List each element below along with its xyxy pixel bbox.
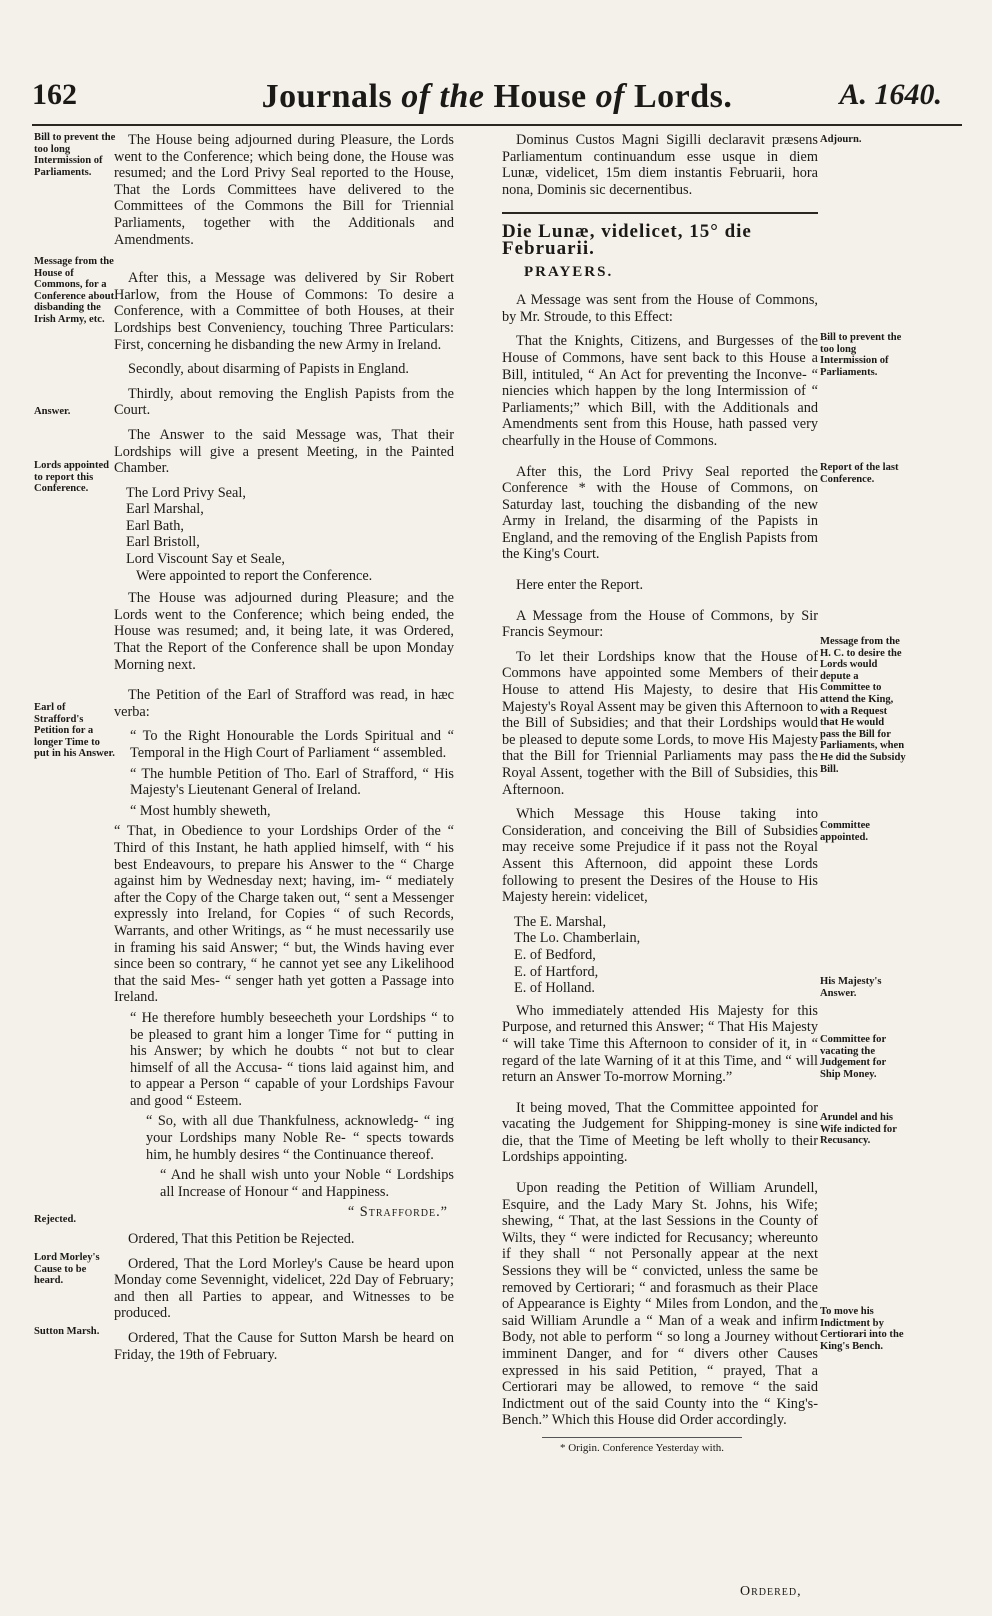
margin-note: Earl of Strafford's Petition for a longer Time to put in his Answer.: [34, 702, 115, 760]
paragraph: Thirdly, about removing the English Papists from the Court.: [114, 385, 454, 419]
lords-list: [114, 485, 454, 585]
margin-note: Committee appointed.: [820, 820, 870, 843]
margin-note: To move his Indictment by Certiorari into the King's Bench.: [820, 1306, 904, 1352]
paragraph: The Petition of the Earl of Strafford was read, in hæc verba:: [114, 687, 454, 720]
paragraph: To let their Lordships know that the House of Commons have appointed some Members of their House to attend His Majesty, to desire that His Majesty's Royal Assent may be given this Afternoon to the Bill of Subsidies; and that their Lordships would be pleased to depute some Lords, to move His Majesty that the Bill for Triennial Parliaments may pass the Royal Assent, together with the Bill of Subsidies, this Afternoon.: [502, 648, 818, 798]
paragraph: Which Message this House taking into Consideration, and conceiving the Bill of Subsidies may receive some Prejudice if it pass not the Royal Assent this Afternoon, did appoint these Lords following to present the Desires of the House to His Majesty herein: videlicet,: [502, 806, 818, 906]
lords-list: [502, 914, 818, 997]
right-column: [502, 132, 818, 1457]
page-header: [22, 72, 972, 132]
list-item: Earl Marshal,: [126, 501, 204, 518]
margin-note: Bill to prevent the too long Intermission of Parliaments.: [34, 132, 116, 178]
margin-note: Lords appointed to report this Conference.: [34, 460, 110, 495]
list-item: The E. Marshal,: [514, 913, 607, 930]
header-rule: [32, 124, 962, 126]
margin-note: Rejected.: [34, 1214, 77, 1225]
petition-title: “ The humble Petition of Tho. Earl of Strafford, “ His Majesty's Lieutenant General of Ireland.: [130, 765, 454, 799]
paragraph: Upon reading the Petition of William Arundell, Esquire, and the Lady Mary St. Johns, his Wife; shewing, “ That, at the last Sessions in the County of Wilts, they “ were indicted for Recusancy; whereunto if they shall “ not Personally appear at the next Sessions they will be “ convicted, unless the same be removed by Certiorari; “ and forasmuch as their Place of Appearance is Eighty “ Miles from London, and the said William Arundle a “ Man of a weak and infirm Body, not able to perform “ so long a Journey without imminent Danger, and for “ divers other Causes expressed in his said Petition, “ prayed, That a Certiorari may be allowed, to remove “ the said Indictment out of the said County into the “ King's-Bench.” Which this House did Order accordingly.: [502, 1180, 818, 1429]
footnote: * Origin. Conference Yesterday with.: [542, 1437, 742, 1457]
margin-note: Message from the H. C. to desire the Lords would depute a Committee to attend the King, with a Request that He would pass the Bill for Parliaments, when He did the Subsidy Bill.: [820, 636, 906, 775]
paragraph: Here enter the Report.: [516, 577, 644, 594]
list-item: Earl Bristoll,: [126, 534, 200, 551]
margin-note: Adjourn.: [820, 134, 862, 145]
day-heading: Die Lunæ, videlicet, 15° die Februarii.: [502, 221, 752, 259]
list-item: The Lord Privy Seal,: [126, 484, 246, 501]
petition-address: “ To the Right Honourable the Lords Spiritual and “ Temporal in the High Court of Parliament “ assembled.: [130, 728, 454, 761]
list-item: E. of Bedford,: [514, 946, 596, 963]
list-item: The Lo. Chamberlain,: [514, 930, 641, 947]
list-item: E. of Hartford,: [514, 963, 599, 980]
paragraph: The Answer to the said Message was, That their Lordships will give a present Meeting, in the Painted Chamber.: [114, 426, 454, 477]
running-title: Journals of the House of Lords.: [261, 78, 733, 115]
margin-note: His Majesty's Answer.: [820, 976, 882, 999]
left-column: [114, 132, 454, 1371]
petition-prayer: “ He therefore humbly beseecheth your Lordships “ to be pleased to grant him a longer Time for “ putting in his Answer; by which he doubts “ not but to clear himself of all the Accusa- “ tions laid against him, and to appear a Person “ capable of your Lordships Favour and good “ Esteem.: [130, 1009, 454, 1109]
paragraph: Secondly, about disarming of Papists in England.: [128, 361, 410, 378]
margin-note: Committee for vacating the Judgement for Ship Money.: [820, 1034, 887, 1080]
list-item: E. of Holland.: [514, 980, 595, 997]
paragraph: Ordered, That the Cause for Sutton Marsh be heard on Friday, the 19th of February.: [114, 1330, 454, 1363]
margin-note: Lord Morley's Cause to be heard.: [34, 1252, 100, 1287]
paragraph: The House being adjourned during Pleasure, the Lords went to the Conference; which being done, the House was resumed; and the Lord Privy Seal reported to the House, That the Lords Committees have delivered to the Committees of the Commons the Bill for Triennial Parliaments, together with the Additionals and Amendments.: [114, 132, 454, 248]
paragraph: Ordered, That the Lord Morley's Cause be heard upon Monday come Sevennight, videlicet, 22d Day of February; and then all Parties to appear, and Witnesses to be produced.: [114, 1255, 454, 1322]
section-rule: [502, 212, 818, 214]
paragraph: A Message from the House of Commons, by Sir Francis Seymour:: [502, 607, 818, 641]
margin-note: Message from the House of Commons, for a Conference about disbanding the Irish Army, etc.: [34, 256, 115, 325]
petition-body: “ That, in Obedience to your Lordships Order of the “ Third of this Instant, he hath applied himself, with “ his best Endeavours, to prepare his Answer to the “ Charge against him by Wednesday next; having, im- “ mediately after the Copy of the Charge taken out, “ sent a Messenger expressly into Ireland, for Copies “ of such Records, Warrants, and other Writings, as “ he must necessarily use in framing his said Answer; “ but, the Winds having ever since been so contrary, “ he cannot yet see any Likelihood that the said Mes- “ senger hath yet gotten a Passage into Ireland.: [114, 823, 454, 1006]
margin-note: Arundel and his Wife indicted for Recusancy.: [820, 1112, 897, 1147]
paragraph: That the Knights, Citizens, and Burgesses of the House of Commons, have sent back to this House a Bill, intituled, “ An Act for preventing the Inconve- “ niencies which happen by the long Intermission of “ Parliaments;” which Bill, with the Additionals and Amendments sent from this House, hath passed very chearfully in the House of Commons.: [502, 333, 818, 449]
catchword: Ordered,: [740, 1584, 802, 1599]
petition-closing: “ And he shall wish unto your Noble “ Lordships all Increase of Honour “ and Happiness.: [160, 1167, 454, 1200]
petition-thanks: “ So, with all due Thankfulness, acknowledg- “ ing your Lordships many Noble Re- “ spects towards him, he humbly desires “ the Continuance thereof.: [146, 1113, 454, 1163]
page-number: 162: [32, 78, 77, 111]
paragraph: After this, the Lord Privy Seal reported the Conference * with the House of Commons, on Saturday last, touching the disbanding of the new Army in Ireland, the disarming of the Papists in England, and the removing of the English Papists from the King's Court.: [502, 463, 818, 563]
list-item: Were appointed to report the Conference.: [136, 567, 373, 584]
paragraph: Dominus Custos Magni Sigilli declaravit præsens Parliamentum continuandum esse usque in diem Lunæ, videlicet, 15m diem instantis Februarii, hora nona, Dominis sic decernentibus.: [502, 132, 818, 198]
margin-note: Sutton Marsh.: [34, 1326, 100, 1337]
prayers-heading: PRAYERS.: [524, 263, 614, 280]
list-item: Lord Viscount Say et Seale,: [126, 551, 285, 568]
paragraph: A Message was sent from the House of Commons, by Mr. Stroude, to this Effect:: [502, 292, 818, 325]
margin-note: Answer.: [34, 406, 71, 417]
paragraph: The House was adjourned during Pleasure; and the Lords went to the Conference; which being ended, the House was resumed; and, it being late, it was Ordered, That the Report of the Conference shall be upon Monday Morning next.: [114, 590, 454, 673]
margin-note: Bill to prevent the too long Intermission of Parliaments.: [820, 332, 902, 378]
margin-note: Report of the last Conference.: [820, 462, 899, 485]
paragraph: After this, a Message was delivered by Sir Robert Harlow, from the House of Commons: To desire a Conference, with a Committee of both Houses, at their Lordships best Conveniency, touching Three Particulars: First, concerning he disbanding the new Army in Ireland.: [114, 270, 454, 353]
list-item: Earl Bath,: [126, 517, 184, 534]
paragraph: It being moved, That the Committee appointed for vacating the Judgement for Shipping-money is sine die, that the Time of Meeting be left wholly to their Lordships appointing.: [502, 1099, 818, 1166]
paragraph: Ordered, That this Petition be Rejected.: [128, 1231, 355, 1248]
signature: “ Strafforde.”: [347, 1204, 448, 1221]
petition-salutation: “ Most humbly sheweth,: [130, 802, 271, 819]
year-label: A. 1640.: [839, 78, 942, 111]
paragraph: Who immediately attended His Majesty for this Purpose, and returned this Answer; “ That His Majesty “ will take Time this Afternoon to consider of it, in “ regard of the late Warning of it at this Time, and “ will return an Answer To-morrow Morning.”: [502, 1002, 818, 1086]
